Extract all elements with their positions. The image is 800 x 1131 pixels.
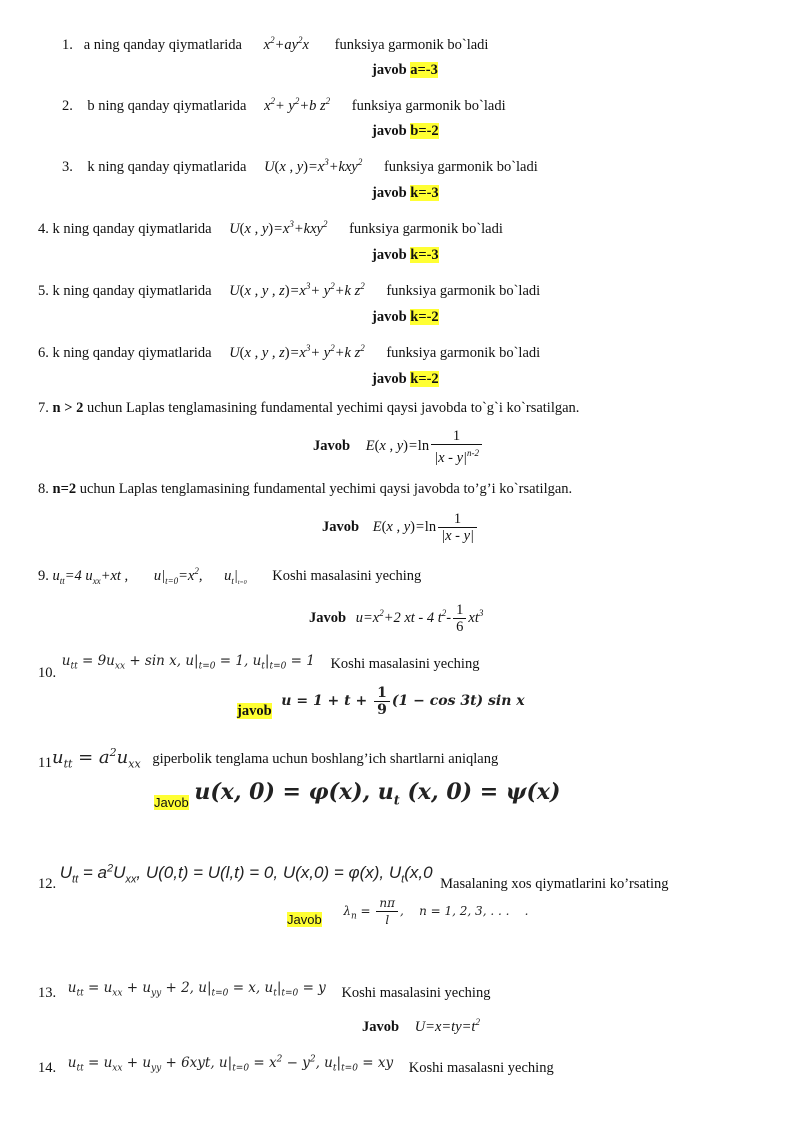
problem-6: 6. k ning qanday qiymatlarida U(x , y , $z)=x^3+ y^2+k$ $z^2$ funksiya garmonik bo`ladi <box>38 343 541 361</box>
formula: $u_t|_{t=0}$ <box>224 567 247 586</box>
formula: $x^2+ y^2+b$ $z^2$ <box>264 96 331 114</box>
answer-12: Javob $\lambda_n$ = $\frac{n\pi}{l}$ , n = 1, 2, 3, . . . . <box>287 896 529 927</box>
answer-13: Javob $U=x=ty=t^2$ <box>362 1017 480 1035</box>
answer-8: Javob E(x , y)=ln $\frac{1}{|x - y|}$ <box>322 505 479 549</box>
formula: U(x , y , $z)=x^3+ y^2+k$ $z^2$ <box>229 343 365 361</box>
answer-11: Javob u(x, 0) = φ(x), $u_t$ (x, 0) = ψ(x) <box>154 779 561 810</box>
problem-8: 8. n=2 uchun Laplas tenglamasining fundamental yechimi qaysi javobda to’g’i ko`rsatilgan. <box>38 481 573 497</box>
problem-1: 1. a ning qanday qiymatlarida $x^2+ay^2x$ funksiya garmonik bo`ladi <box>62 35 489 53</box>
formula: $u_{tt} = u_{xx} + u_{yy} + 6xyt$, $u|_{t=0} = x^2 - y^2$, $u_t|_{t=0}$ = xy <box>67 1054 394 1074</box>
problem-13: 13. $u_{tt} = u_{xx} + u_{yy} + 2$, $u|_{t=0} = x$, $u_t|_{t=0} = y$ Koshi masalasini yeching <box>38 980 491 1001</box>
formula: U(x , $y)=x^3+kxy^2$ <box>264 157 363 175</box>
answer-5: javob k=-2 <box>372 309 439 325</box>
answer-1: javob a=-3 <box>372 62 438 78</box>
formula: $u_{tt} = u_{xx} + u_{yy} + 2$, $u|_{t=0} = x$, $u_t|_{t=0} = y$ <box>67 980 326 999</box>
answer-6: javob k=-2 <box>372 371 439 387</box>
problem-4: 4. k ning qanday qiymatlarida U(x , $y)=x^3+kxy^2$ funksiya garmonik bo`ladi <box>38 219 503 237</box>
answer-7: Javob E(x , y)=ln $\frac{1}{|x - y|^{n-2}}$ <box>313 424 484 468</box>
formula: $U=x=ty=t^2$ <box>414 1017 480 1035</box>
answer-10: javob u = 1 + t + $\frac{1}{9}$ (1 − cos 3t) sin x <box>237 684 525 719</box>
problem-5: 5. k ning qanday qiymatlarida U(x , y , $z)=x^3+ y^2+k$ $z^2$ funksiya garmonik bo`ladi <box>38 281 541 299</box>
formula: E(x , y)=ln $\frac{1}{|x - y|^{n-2}}$ <box>366 438 484 454</box>
problem-7: 7. n > 2 uchun Laplas tenglamasining fundamental yechimi qaysi javobda to`g`i ko`rsatilgan. <box>38 400 580 416</box>
formula: $u_{tt} = a^2u_{xx}$ <box>51 746 141 771</box>
formula: $x^2+ay^2x$ <box>263 35 309 53</box>
problem-10: 10. $u_{tt} = 9u_{xx} + \sin x$, $u|_{t=0} = 1$, $u_t|_{t=0} = 1$ Koshi masalasini yeching <box>38 653 480 681</box>
problem-14: 14. $u_{tt} = u_{xx} + u_{yy} + 6xyt$, $u|_{t=0} = x^2 - y^2$, $u_t|_{t=0}$ = xy Koshi masalasni yeching <box>38 1054 554 1076</box>
problem-3: 3. k ning qanday qiymatlarida U(x , $y)=x^3+kxy^2$ funksiya garmonik bo`ladi <box>62 157 538 175</box>
formula: $U_{tt} = a^2U_{xx}$, U(0,t) = U(l,t) = 0, U(x,0) = φ(x), $U_t(x,0$ <box>59 862 433 886</box>
answer-2: javob b=-2 <box>372 123 439 139</box>
formula: $u=x^2+2$ xt - 4 $t^2-$ $\frac{1}{6}$ $xt^3$ <box>355 602 484 635</box>
problem-9: 9. $u_{tt}=4$ $u_{xx}+xt$ , $u|_{t=0}=x^2$, $u_t|_{t=0}$ Koshi masalasini yeching <box>38 566 422 586</box>
formula: $u_{tt}=4$ $u_{xx}+xt$ , <box>52 567 129 586</box>
formula: $\lambda_n$ = $\frac{n\pi}{l}$ , n = 1, 2, 3, . . . . <box>343 896 529 927</box>
problem-12: 12. $U_{tt} = a^2U_{xx}$, U(0,t) = U(l,t) = 0, U(x,0) = φ(x), $U_t(x,0$ Masalaning xos qiymatlarini ko’rsating <box>38 862 669 892</box>
problem-11: $11u_{tt} = a^2u_{xx}$ giperbolik tenglama uchun boshlang’ich shartlarni aniqlang <box>38 746 499 771</box>
answer-9: Javob $u=x^2+2$ xt - 4 $t^2-$ $\frac{1}{6}$ $xt^3$ <box>309 602 484 635</box>
formula: u(x, 0) = φ(x), $u_t$ (x, 0) = ψ(x) <box>194 779 561 809</box>
formula: $u|_{t=0}=x^2$, <box>153 566 203 586</box>
formula: u = 1 + t + $\frac{1}{9}$ (1 − cos 3t) sin x <box>281 684 525 718</box>
formula: U(x , y , $z)=x^3+ y^2+k$ $z^2$ <box>229 281 365 299</box>
answer-3: javob k=-3 <box>372 185 439 201</box>
problem-2: 2. b ning qanday qiymatlarida $x^2+ y^2+b$ $z^2$ funksiya garmonik bo`ladi <box>62 96 506 114</box>
formula: $u_{tt} = 9u_{xx} + \sin x$, $u|_{t=0} = 1$, $u_t|_{t=0} = 1$ <box>61 653 315 672</box>
answer-4: javob k=-3 <box>372 247 439 263</box>
formula: E(x , y)=ln $\frac{1}{|x - y|}$ <box>373 519 479 535</box>
formula: U(x , $y)=x^3+kxy^2$ <box>229 219 328 237</box>
